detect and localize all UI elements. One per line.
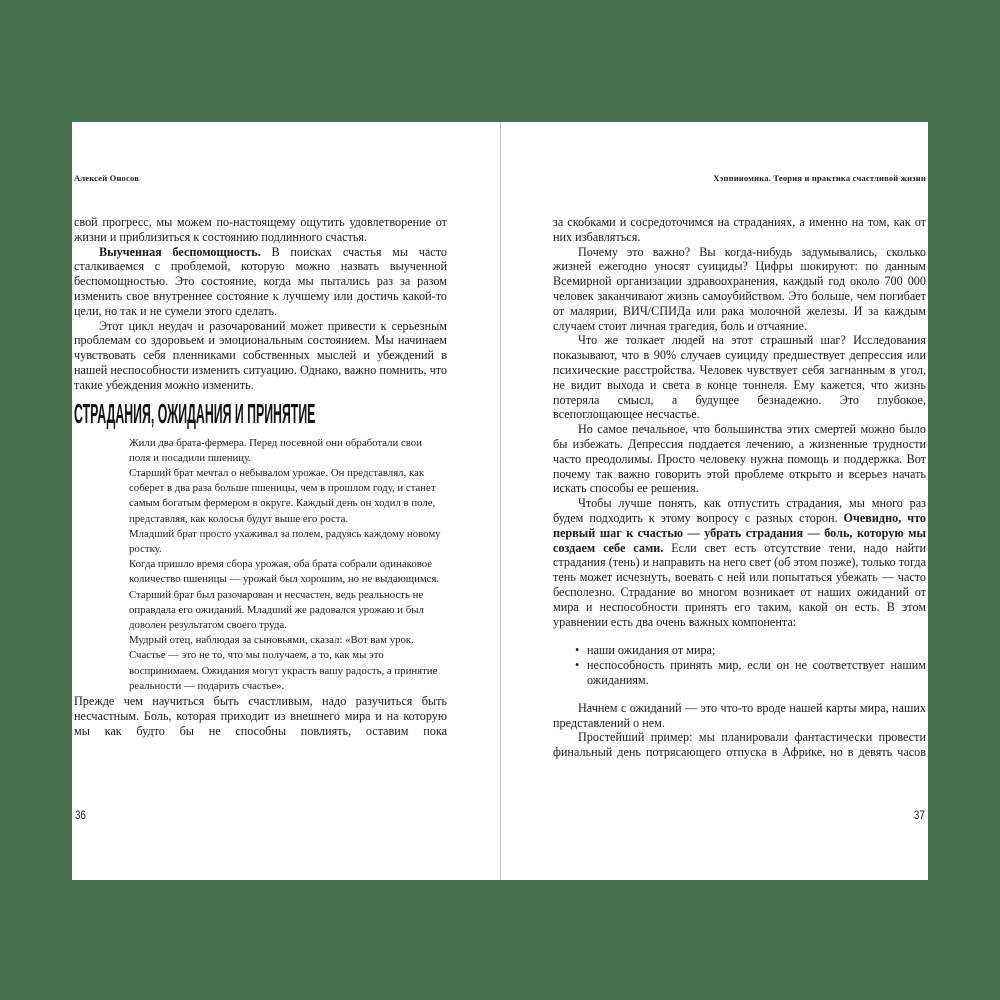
page-right-content bbox=[553, 215, 926, 760]
running-header-author: Алексей Оносов bbox=[74, 173, 139, 183]
paragraph bbox=[553, 496, 926, 629]
quote-paragraph: Когда пришло время сбора урожая, оба брата собрали одинаковое количество пшеницы — урожай был хорошим, но не выдающимся. bbox=[129, 558, 440, 586]
page-number-right: 37 bbox=[914, 810, 925, 822]
page-gutter-divider bbox=[500, 122, 501, 880]
page-left bbox=[72, 122, 500, 880]
paragraph: Этот цикл неудач и разочарований может привести к серьезным проблемам со здоровьем и эмоциональным состоянием. Мы начинаем чувствовать себя пленниками собственных мыслей и убеждений в нашей неспособности изменить ситуацию. Однако, важно помнить, что такие убеждения можно изменить. bbox=[74, 318, 447, 392]
quote-paragraph: Старший брат был разочарован и несчастен, ведь реальность не оправдала его ожиданий. Младший же радовался урожаю и был доволен результатом своего труда. bbox=[129, 588, 424, 631]
paragraph: Но самое печальное, что большинства этих смертей можно было бы избежать. Депрессия поддается лечению, а жизненные трудности часто преодолимы. Просто человеку нужна помощь и поддержка. Вот почему так важно говорить этой проблеме открыто и всерьез начать искать способы ее решения. bbox=[553, 422, 926, 496]
bullet-list bbox=[553, 643, 926, 687]
paragraph-text: Чтобы лучше понять, как отпустить страдания, мы много раз будем подходить к этому вопросу с разных сторон. bbox=[553, 496, 926, 525]
paragraph: Почему это важно? Вы когда-нибудь задумывались, сколько жизней ежегодно уносят суициды? Цифры шокируют: по данным Всемирной организации здравоохранения, каждый год около 700 000 человек заканчивают жизнь самоубийством. Это больше, чем погибает от малярии, ВИЧ/СПИДа или рака молочной железы. И за каждым случаем стоит личная трагедия, боль и отчаяние. bbox=[553, 244, 926, 333]
running-header-book-title: Хэппиномика. Теория и практика счастливой жизни bbox=[713, 173, 926, 183]
book-spread bbox=[72, 122, 928, 880]
section-heading bbox=[74, 397, 447, 429]
quote-paragraph: Мудрый отец, наблюдая за сыновьями, сказал: «Вот вам урок. Счастье — это не то, что мы получаем, а то, как мы это воспринимаем. Ожидания могут украсть вашу радость, а принятие реальности — подарить счастье». bbox=[129, 634, 438, 692]
paragraph-lead-bold: Выученная беспомощность. bbox=[99, 244, 261, 259]
bullet-icon: • bbox=[575, 643, 580, 658]
page-left-content bbox=[74, 215, 447, 738]
paragraph: Простейший пример: мы планировали фантастически провести финальный день потрясающего отпуска в Африке, но в девять часов bbox=[553, 730, 926, 760]
bullet-icon: • bbox=[575, 658, 580, 673]
page-number-left: 36 bbox=[75, 810, 86, 822]
paragraph bbox=[74, 245, 447, 319]
quote-paragraph: Старший брат мечтал о небывалом урожае. Он представлял, как соберет в два раза больше пшеницы, чем в прошлом году, и станет самым богатым фермером в округе. Каждый день он ходил в поле, представляя, как колосья будут выше его роста. bbox=[129, 466, 436, 525]
list-item bbox=[553, 643, 926, 658]
paragraph-text: Если свет есть отсутствие тени, надо найти страдания (тень) и направить на него свет (об этом позже), только тогда тень может исчезнуть, воевать с ней или попытаться убежать — часто бесполезно. Страдание во многом возникает от наших ожиданий от мира и неспособности принять его таким, какой он есть. В этом уравнении есть два очень важных компонента: bbox=[553, 540, 926, 629]
section-heading-text: СТРАДАНИЯ, ОЖИДАНИЯ И ПРИНЯТИЕ bbox=[74, 397, 316, 429]
paragraph-text: В поисках счастья мы часто сталкиваемся с проблемой, которую можно назвать выученной беспомощностью. Это состояние, когда мы пытались раз за разом изменить свое внутреннее состояние к лучшему или достичь какой-то цели, но так и не сумели этого сделать. bbox=[74, 244, 447, 318]
page-right bbox=[500, 122, 928, 880]
paragraph: Прежде чем научиться быть счастливым, надо разучиться быть несчастным. Боль, которая приходит из внешнего мира и на которую мы как будто бы не способны повлиять, оставим пока bbox=[74, 694, 447, 738]
parable-blockquote bbox=[129, 436, 445, 694]
quote-paragraph: Жили два брата-фермера. Перед посевной они обработали свои поля и посадили пшеницу. bbox=[129, 436, 422, 464]
paragraph: Что же толкает людей на этот страшный шаг? Исследования показывают, что в 90% случаев суициду предшествует депрессия или психические расстройства. Человек чувствует себя загнанным в угол, не видит выхода и света в конце тоннеля. Ему кажется, что жизнь потеряла смысл, а будущее безнадежно. Это глубокое, всепоглощающее несчастье. bbox=[553, 333, 926, 422]
paragraph-bold-emphasis: Очевидно, что первый шаг к счастью — убрать страдания — боль, которую мы создаем себе сами. bbox=[553, 510, 926, 555]
list-item bbox=[553, 658, 926, 688]
paragraph: Начнем с ожиданий — это что-то вроде нашей карты мира, наших представлений о нем. bbox=[553, 700, 926, 730]
paragraph: за скобками и сосредоточимся на страданиях, а именно на том, как от них избавляться. bbox=[553, 215, 926, 244]
list-item-text: неспособность принять мир, если он не соответствует нашим ожиданиям. bbox=[587, 658, 926, 687]
list-item-text: наши ожидания от мира; bbox=[587, 643, 716, 658]
paragraph: свой прогресс, мы можем по-настоящему ощутить удовлетворение от жизни и приблизиться к состоянию подлинного счастья. bbox=[74, 215, 447, 244]
quote-paragraph: Младший брат просто ухаживал за полем, радуясь каждому новому ростку. bbox=[129, 527, 441, 555]
